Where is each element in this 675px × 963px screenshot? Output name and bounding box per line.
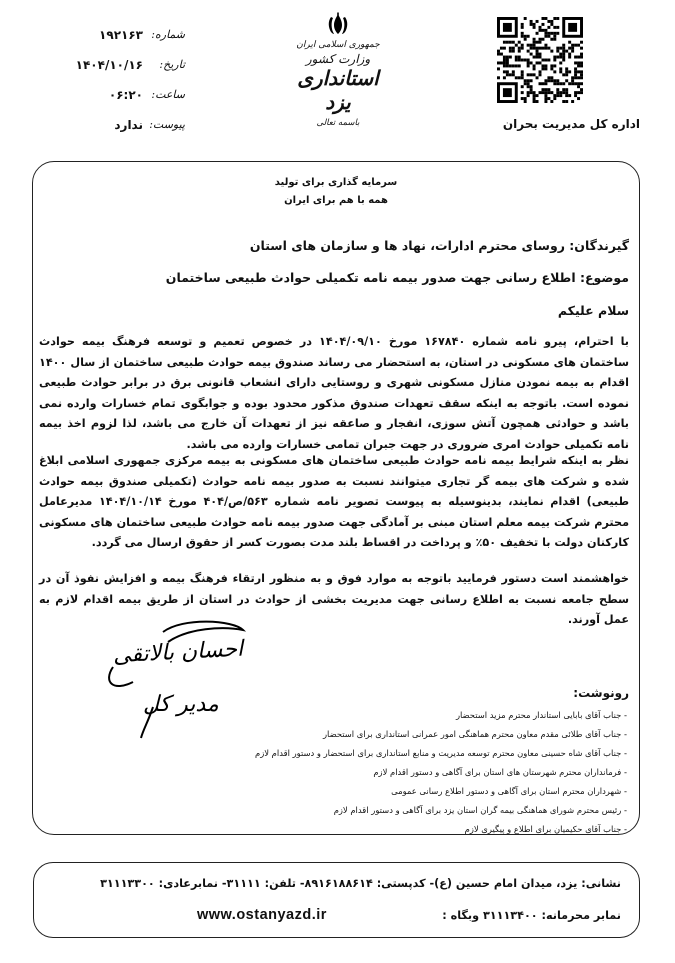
- governorate-name: استانداری یزد: [297, 66, 379, 114]
- cc-item: - جناب آقای شاه حسینی معاون محترم توسعه مدیریت و منابع استانداری برای استحضار و دستور اقدام لازم: [255, 744, 627, 763]
- subject: موضوع: اطلاع رسانی جهت صدور بیمه نامه تکمیلی حوادث طبیعی ساختمان: [165, 270, 629, 285]
- qr-code-icon: [497, 17, 583, 103]
- greeting: سلام علیکم: [557, 303, 629, 318]
- cc-item: - شهرداران محترم استان برای آگاهی و دستور اطلاع رسانی عمومی: [255, 782, 627, 801]
- paragraph-2: نظر به اینکه شرایط بیمه نامه حوادث طبیعی ساختمان های مسکونی به بیمه مرکزی جمهوری اسلامی ابلاغ شده و شرکت های بیمه گر تجاری میتوانند نسبت به صدور بیمه نامه حوادث (تکمیلی صندوق بیمه حوادث طبیعی) اقدام نمایند، بدینوسیله به پیوست تصویر نامه شماره ۵۶۳/ص/۴۰۴ مورخ ۱۴۰۴/۱۰/۱۴ مدیرعامل محترم شرکت بیمه معلم استان مبنی بر آمادگی جهت صدور بیمه نامه حوادث طبیعی ساختمان های مسکونی کارکنان دولت با تخفیف ۵۰٪ و پرداخت در اقساط بلند مدت بصورت کسر از حقوق ارسال می گردد.: [39, 454, 630, 549]
- date-label: تاریخ:: [159, 58, 185, 71]
- paragraph-1: با احترام، پیرو نامه شماره ۱۶۷۸۴۰ مورخ ۱۴۰۴/۰۹/۱۰ در خصوص تعمیم و توسعه فرهنگ بیمه حوادث ساختمان های مسکونی در استان، به استحضار می رساند صندوق بیمه حوادث طبیعی ساختمان از سال ۱۴۰۰ اقدام به بیمه نمودن منازل مسکونی شهری و روستایی دارای انشعاب قانونی برق در برابر حوادث طبیعی نموده است. باتوجه به اینکه سقف تعهدات صندوق مذکور محدود بوده و جوابگوی تمام خسارات وارده نمی باشد و حوادثی همچون آتش سوزی، انفجار و صاعقه نیز از تعهدات آن خارج می باشد، لذا لزوم اخذ بیمه نامه تکمیلی حوادث امری ضروری در جهت جبران تمامی خسارات وارده می باشد.: [39, 335, 629, 451]
- letter-body-frame: [32, 161, 640, 835]
- cc-title: رونوشت:: [573, 686, 629, 700]
- cc-item: - فرمانداران محترم شهرستان های استان برای آگاهی و دستور اقدام لازم: [255, 763, 627, 782]
- country-name: جمهوری اسلامی ایران: [296, 40, 380, 50]
- department-name: اداره کل مدیریت بحران: [502, 117, 640, 131]
- time-label: ساعت:: [151, 88, 185, 101]
- cc-item: - جناب آقای طلائی مقدم معاون محترم هماهنگی امور عمرانی استانداری برای استحضار: [255, 725, 627, 744]
- cc-list: [255, 706, 627, 839]
- motto: باسمه تعالی: [316, 118, 360, 128]
- date-value: ۱۴۰۴/۱۰/۱۶: [75, 58, 143, 72]
- iran-emblem-icon: [325, 12, 351, 38]
- cc-item: - جناب آقای حکیمیان برای اطلاع و پیگیری لازم: [255, 820, 627, 839]
- cc-item: - جناب آقای بابایی استاندار محترم مزید استحضار: [255, 706, 627, 725]
- attachment-row: [70, 118, 185, 148]
- qr-code: [497, 17, 583, 103]
- ministry-name: وزارت کشور: [305, 52, 371, 66]
- recipients: گیرندگان: روسای محترم ادارات، نهاد ها و سازمان های استان: [249, 238, 629, 253]
- cc-item: - رئیس محترم شورای هماهنگی بیمه گران استان یزد برای آگاهی و دستور اقدام لازم: [255, 801, 627, 820]
- signature-title: مدیر کل: [143, 692, 219, 717]
- signature-flourish-icon: [93, 612, 273, 742]
- signature-name: احسان بالاتقی: [112, 636, 244, 669]
- letter-meta: [70, 28, 185, 148]
- date-row: [70, 58, 185, 88]
- number-row: [70, 28, 185, 58]
- attachment-label: پیوست:: [149, 118, 185, 131]
- footer-website-link[interactable]: www.ostanyazd.ir: [197, 907, 327, 923]
- slogan-line-1: سرمایه گذاری برای تولید: [274, 177, 398, 188]
- number-label: شماره:: [151, 28, 185, 41]
- time-value: ۰۶:۲۰: [108, 88, 143, 102]
- signature: [93, 612, 273, 742]
- slogan-line-2: همه با هم برای ایران: [284, 195, 388, 206]
- government-emblem: [288, 12, 388, 128]
- time-row: [70, 88, 185, 118]
- footer-confidential-fax: نمابر محرمانه: ۳۱۱۱۳۴۰۰ وبگاه :: [442, 909, 621, 922]
- footer-contact-box: [33, 862, 640, 938]
- paragraph-3: خواهشمند است دستور فرمایید باتوجه به موارد فوق و به منظور ارتقاء فرهنگ بیمه و افزایش نفوذ آن در سطح جامعه نسبت به اطلاع رسانی جهت مدیریت بخشی از حوادث در استان از طریق بیمه اقدام لازم به عمل آورند.: [39, 572, 629, 626]
- footer-address: نشانی: یزد، میدان امام حسین (ع)- کدپستی: ۸۹۱۶۱۸۸۶۱۴- تلفن: ۳۱۱۱۱- نمابرعادی: ۳۱۱۱۳۳۰۰: [100, 877, 621, 890]
- number-value: ۱۹۲۱۶۳: [99, 28, 143, 42]
- attachment-value: ندارد: [114, 118, 143, 132]
